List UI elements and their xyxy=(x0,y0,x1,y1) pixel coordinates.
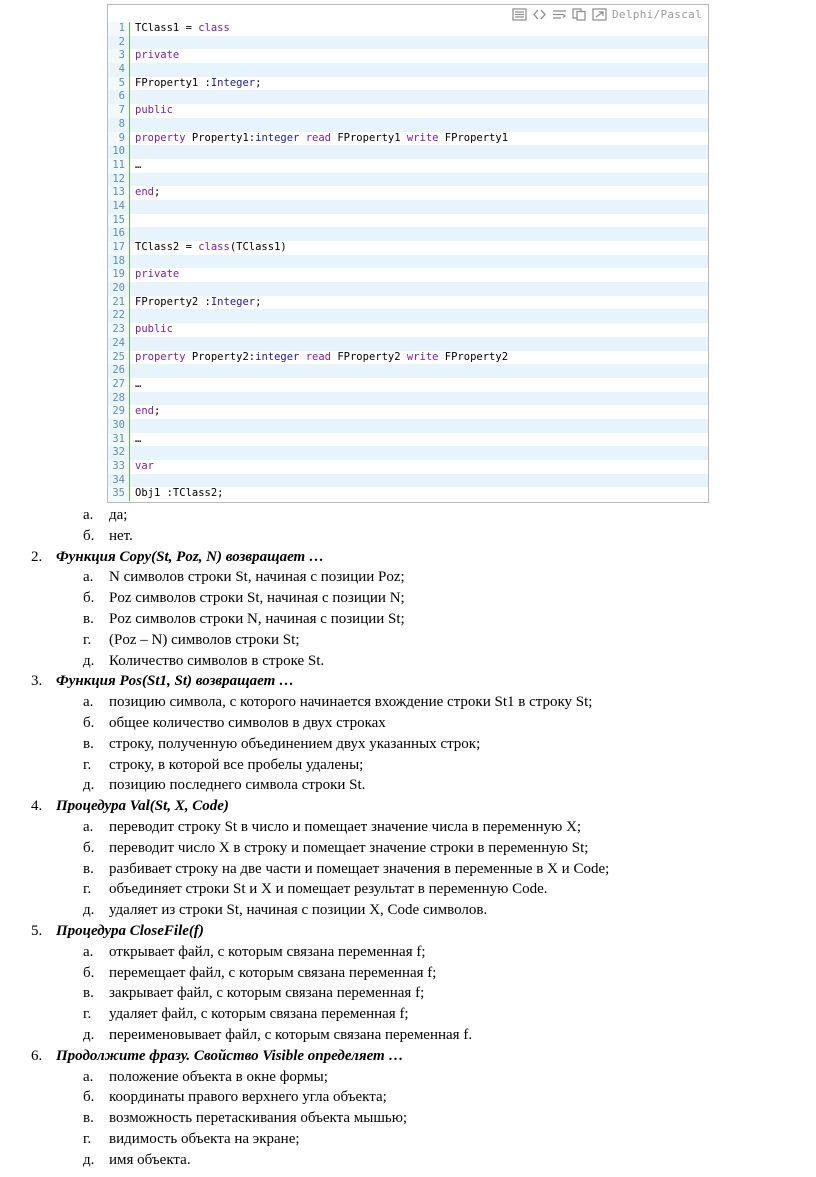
code-line xyxy=(108,186,708,200)
option-text: закрывает файл, с которым связана переменная f; xyxy=(109,985,425,1002)
question xyxy=(0,671,816,692)
question-text: Продолжите фразу. Свойство Visible определяет … xyxy=(56,1047,404,1064)
option-text: переводит число X в строку и помещает значение строки в переменную St; xyxy=(109,839,589,856)
option-letter: б. xyxy=(83,1089,95,1106)
option-text: (Poz – N) символов строки St; xyxy=(109,631,300,648)
answer-option xyxy=(0,567,816,588)
option-text: нет. xyxy=(109,527,133,544)
line-number: 25 xyxy=(108,351,130,365)
question-text: Функция Copy(St, Poz, N) возвращает … xyxy=(56,548,324,565)
option-letter: д. xyxy=(83,777,95,794)
question-number: 6. xyxy=(31,1047,43,1064)
option-letter: а. xyxy=(83,507,94,523)
option-text: видимость объекта на экране; xyxy=(109,1130,300,1147)
option-text: Количество символов в строке St. xyxy=(109,652,325,669)
answer-option xyxy=(0,526,816,547)
question xyxy=(0,921,816,942)
option-letter: г. xyxy=(83,756,92,773)
code-line xyxy=(108,446,708,460)
line-number: 29 xyxy=(108,405,130,419)
option-text: объединяет строки St и X и помещает результат в переменную Code. xyxy=(109,881,548,898)
line-number: 33 xyxy=(108,460,130,474)
code-line xyxy=(108,392,708,406)
option-letter: в. xyxy=(83,860,94,877)
question-number: 3. xyxy=(31,673,43,690)
code-line xyxy=(108,22,708,36)
answer-option xyxy=(0,838,816,859)
answer-option xyxy=(0,651,816,672)
line-number: 32 xyxy=(108,446,130,460)
code-line xyxy=(108,200,708,214)
view-source-icon[interactable] xyxy=(512,8,527,21)
code-line xyxy=(108,214,708,228)
option-letter: в. xyxy=(83,1110,94,1127)
code-line xyxy=(108,36,708,50)
code-line xyxy=(108,419,708,433)
option-letter: а. xyxy=(83,1068,94,1085)
line-number: 14 xyxy=(108,200,130,214)
copy-icon[interactable] xyxy=(572,8,587,21)
code-line xyxy=(108,282,708,296)
question xyxy=(0,796,816,817)
question-number: 5. xyxy=(31,922,43,939)
answer-option xyxy=(0,963,816,984)
option-text: координаты правого верхнего угла объекта; xyxy=(109,1089,387,1106)
option-text: удаляет файл, с которым связана переменная f; xyxy=(109,1006,409,1023)
answer-option xyxy=(0,1067,816,1088)
answer-option xyxy=(0,983,816,1004)
line-number: 17 xyxy=(108,241,130,255)
line-number: 6 xyxy=(108,90,130,104)
code-text: TClass1 = class xyxy=(135,22,230,34)
option-letter: а. xyxy=(83,818,94,835)
code-text: var xyxy=(135,460,154,472)
code-line xyxy=(108,309,708,323)
question xyxy=(0,547,816,568)
code-line xyxy=(108,104,708,118)
code-line xyxy=(108,227,708,241)
answer-option xyxy=(0,1129,816,1150)
line-number: 1 xyxy=(108,22,130,36)
line-number: 2 xyxy=(108,36,130,50)
option-text: Poz символов строки N, начиная с позиции St; xyxy=(109,610,405,627)
line-number: 35 xyxy=(108,487,130,501)
line-number: 13 xyxy=(108,186,130,200)
option-text: разбивает строку на две части и помещает значения в переменные в X и Code; xyxy=(109,860,610,877)
line-number: 28 xyxy=(108,392,130,406)
option-letter: б. xyxy=(83,714,95,731)
answer-option xyxy=(0,505,816,526)
line-number: 15 xyxy=(108,214,130,228)
line-number: 11 xyxy=(108,159,130,173)
code-text: TClass2 = class(TClass1) xyxy=(135,241,287,253)
option-text: удаляет из строки St, начиная с позиции X, Code символов. xyxy=(109,902,488,919)
answer-option xyxy=(0,692,816,713)
option-text: N символов строки St, начиная с позиции Poz; xyxy=(109,569,405,586)
code-text: private xyxy=(135,49,180,62)
code-text: … xyxy=(135,432,142,445)
option-letter: г. xyxy=(83,1006,92,1023)
code-block xyxy=(107,4,709,503)
code-text: end; xyxy=(135,405,161,418)
code-text: property Property2:integer read FProperty2 write FProperty2 xyxy=(135,350,509,363)
line-number: 34 xyxy=(108,474,130,488)
code-text: … xyxy=(135,377,142,390)
answer-option xyxy=(0,755,816,776)
code-text: property Property1:integer read FProperty1 write FProperty1 xyxy=(135,131,509,144)
option-letter: б. xyxy=(83,590,95,607)
option-text: общее количество символов в двух строках xyxy=(109,714,386,731)
code-toolbar xyxy=(512,6,702,22)
code-text: FProperty2 :Integer; xyxy=(135,295,262,308)
code-text: private xyxy=(135,268,180,281)
code-line xyxy=(108,241,708,255)
answer-option xyxy=(0,713,816,734)
line-number: 19 xyxy=(108,268,130,282)
option-text: переименовывает файл, с которым связана переменная f. xyxy=(109,1026,473,1043)
code-line xyxy=(108,145,708,159)
question-text: Функция Pos(St1, St) возвращает … xyxy=(56,673,294,690)
wrap-lines-icon[interactable] xyxy=(552,8,567,21)
option-letter: б. xyxy=(83,839,95,856)
option-text: строку, в которой все пробелы удалены; xyxy=(109,756,364,773)
line-number: 23 xyxy=(108,323,130,337)
line-number: 27 xyxy=(108,378,130,392)
answer-option xyxy=(0,1025,816,1046)
option-letter: в. xyxy=(83,735,94,752)
option-letter: г. xyxy=(83,1130,92,1147)
answer-option xyxy=(0,942,816,963)
option-letter: а. xyxy=(83,694,94,711)
code-text: public xyxy=(135,323,173,336)
line-number: 26 xyxy=(108,364,130,378)
line-number: 9 xyxy=(108,132,130,146)
code-text: public xyxy=(135,104,173,117)
code-line xyxy=(108,487,708,501)
option-letter: д. xyxy=(83,902,95,919)
line-number: 5 xyxy=(108,77,130,91)
option-letter: г. xyxy=(83,631,92,648)
questions xyxy=(0,505,816,1171)
code-line xyxy=(108,474,708,488)
question-number: 2. xyxy=(31,548,43,565)
option-letter: в. xyxy=(83,985,94,1002)
answer-option xyxy=(0,859,816,880)
code-line xyxy=(108,364,708,378)
code-line xyxy=(108,405,708,419)
answer-option xyxy=(0,630,816,651)
option-text: позицию последнего символа строки St. xyxy=(109,777,366,794)
line-number: 10 xyxy=(108,145,130,159)
code-line xyxy=(108,323,708,337)
option-letter: г. xyxy=(83,881,92,898)
line-number: 20 xyxy=(108,282,130,296)
line-number: 3 xyxy=(108,49,130,63)
option-text: Poz символов строки St, начиная с позиции N; xyxy=(109,590,405,607)
option-letter: а. xyxy=(83,569,94,586)
answer-option xyxy=(0,817,816,838)
answer-option xyxy=(0,1004,816,1025)
line-number: 22 xyxy=(108,309,130,323)
line-number: 24 xyxy=(108,337,130,351)
line-number: 31 xyxy=(108,433,130,447)
line-number: 7 xyxy=(108,104,130,118)
line-number: 12 xyxy=(108,173,130,187)
answer-option xyxy=(0,1108,816,1129)
code-text: … xyxy=(135,158,142,171)
line-number: 4 xyxy=(108,63,130,77)
code-line xyxy=(108,255,708,269)
line-number: 21 xyxy=(108,296,130,310)
option-letter: д. xyxy=(83,652,95,669)
option-letter: д. xyxy=(83,1151,95,1168)
code-brackets-icon[interactable] xyxy=(532,8,547,21)
question-text: Процедура CloseFile(f) xyxy=(56,922,204,939)
code-line xyxy=(108,337,708,351)
code-line xyxy=(108,378,708,392)
option-text: переводит строку St в число и помещает значение числа в переменную X; xyxy=(109,818,582,835)
line-number: 30 xyxy=(108,419,130,433)
option-text: открывает файл, с которым связана переменная f; xyxy=(109,943,426,960)
option-text: перемещает файл, с которым связана переменная f; xyxy=(109,964,437,981)
line-number: 18 xyxy=(108,255,130,269)
question-number: 4. xyxy=(31,798,43,815)
answer-option xyxy=(0,879,816,900)
code-line xyxy=(108,173,708,187)
option-letter: д. xyxy=(83,1026,95,1043)
option-text: возможность перетаскивания объекта мышью; xyxy=(109,1110,408,1127)
code-line xyxy=(108,296,708,310)
line-number: 16 xyxy=(108,227,130,241)
code-line xyxy=(108,77,708,91)
option-letter: б. xyxy=(83,527,95,544)
option-text: позицию символа, с которого начинается вхождение строки St1 в строку St; xyxy=(109,694,593,711)
print-icon[interactable] xyxy=(592,8,607,21)
option-text: строку, полученную объединением двух указанных строк; xyxy=(109,735,481,752)
code-line xyxy=(108,351,708,365)
code-line xyxy=(108,132,708,146)
option-letter: в. xyxy=(83,610,94,627)
code-text: FProperty1 :Integer; xyxy=(135,76,262,89)
question xyxy=(0,1046,816,1067)
code-line xyxy=(108,63,708,77)
code-lines xyxy=(108,22,708,501)
answer-option xyxy=(0,775,816,796)
code-text: end; xyxy=(135,186,161,199)
code-line xyxy=(108,268,708,282)
answer-option xyxy=(0,1150,816,1171)
code-line xyxy=(108,118,708,132)
option-letter: а. xyxy=(83,943,94,960)
option-text: имя объекта. xyxy=(109,1151,191,1168)
code-line xyxy=(108,460,708,474)
answer-option xyxy=(0,1087,816,1108)
language-label: Delphi/Pascal xyxy=(612,7,702,21)
option-letter: б. xyxy=(83,964,95,981)
answer-option xyxy=(0,734,816,755)
code-text: Obj1 :TClass2; xyxy=(135,487,224,500)
code-line xyxy=(108,433,708,447)
answer-option xyxy=(0,900,816,921)
code-line xyxy=(108,49,708,63)
code-line xyxy=(108,90,708,104)
answer-option xyxy=(0,588,816,609)
question-text: Процедура Val(St, X, Code) xyxy=(56,798,229,815)
option-text: положение объекта в окне формы; xyxy=(109,1068,328,1085)
line-number: 8 xyxy=(108,118,130,132)
answer-option xyxy=(0,609,816,630)
code-line xyxy=(108,159,708,173)
option-text: да; xyxy=(109,507,128,523)
